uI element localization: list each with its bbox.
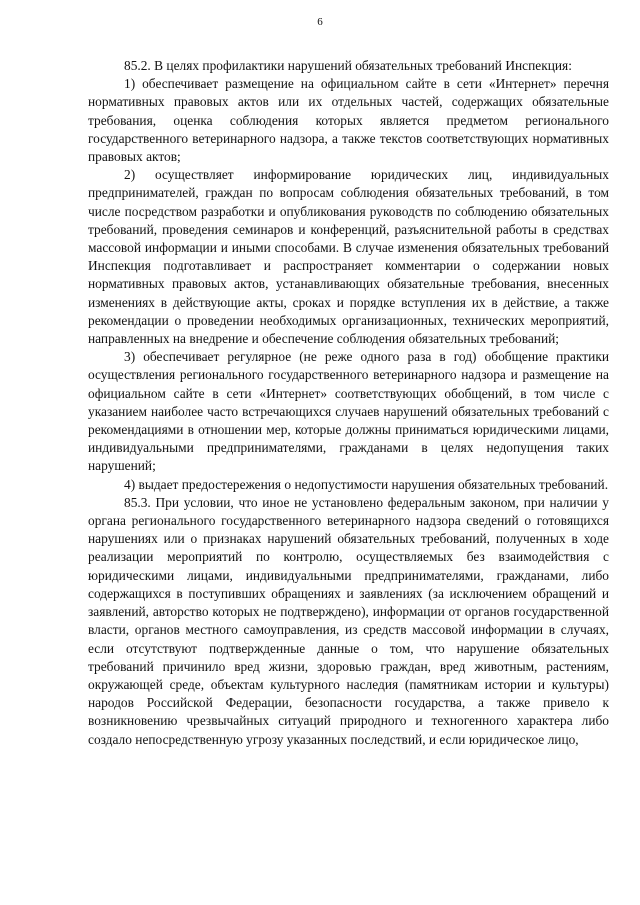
paragraph-item-1: 1) обеспечивает размещение на официальном сайте в сети «Интернет» перечня нормативных правовых актов или их отдельных частей, содержащих обязательные требования, оценка соблюдения которых является предметом регионального государственного ветеринарного надзора, а также текстов соответствующих нормативных правовых актов; bbox=[88, 76, 609, 165]
paragraph-85-3: 85.3. При условии, что иное не установлено федеральным законом, при наличии у органа регионального государственного ветеринарного надзора сведений о готовящихся нарушениях или о признаках нарушений обязательных требований, полученных в ходе реализации мероприятий по контролю, осуществляемых без взаимодействия с юридическими лицами, индивидуальными предпринимателями, гражданами, либо содержащихся в поступивших обращениях и заявлениях (за исключением обращений и заявлений, авторство которых не подтверждено), информации от органов государственной власти, органов местного самоуправления, из средств массовой информации в случаях, если отсутствуют подтвержденные данные о том, что нарушение обязательных требований причинило вред жизни, здоровью граждан, вред животным, растениям, окружающей среде, объектам культурного наследия (памятникам истории и культуры) народов Российской Федерации, безопасности государства, а также привело к возникновению чрезвычайных ситуаций природного и техногенного характера либо создало непосредственную угрозу указанных последствий, и если юридическое лицо, bbox=[88, 494, 609, 747]
document-body bbox=[88, 57, 609, 749]
page-number: 6 bbox=[317, 16, 323, 28]
paragraph-item-3: 3) обеспечивает регулярное (не реже одного раза в год) обобщение практики осуществления регионального государственного ветеринарного надзора и размещение на официальном сайте в сети «Интернет» соответствующих обобщений, в том числе с указанием наиболее часто встречающихся случаев нарушений обязательных требований с рекомендациями в отношении мер, которые должны приниматься юридическими лицами, индивидуальными предпринимателями, гражданами в целях недопущения таких нарушений; bbox=[88, 349, 609, 474]
paragraph-85-2-intro: 85.2. В целях профилактики нарушений обязательных требований Инспекция: bbox=[124, 58, 572, 73]
paragraph-item-4: 4) выдает предостережения о недопустимости нарушения обязательных требований. bbox=[124, 476, 609, 492]
paragraph-item-2: 2) осуществляет информирование юридических лиц, индивидуальных предпринимателей, граждан по вопросам соблюдения обязательных требований, в том числе посредством разработки и опубликования руководств по соблюдению обязательных требований, проведения семинаров и конференций, разъяснительной работы в средствах массовой информации и иными способами. В случае изменения обязательных требований Инспекция подготавливает и распространяет комментарии о содержании новых нормативных правовых актов, устанавливающих обязательные требования, внесенных изменениях в действующие акты, сроках и порядке вступления их в действие, а также рекомендации о проведении необходимых организационных, технических мероприятий, направленных на внедрение и обеспечение соблюдения обязательных требований; bbox=[88, 167, 609, 347]
